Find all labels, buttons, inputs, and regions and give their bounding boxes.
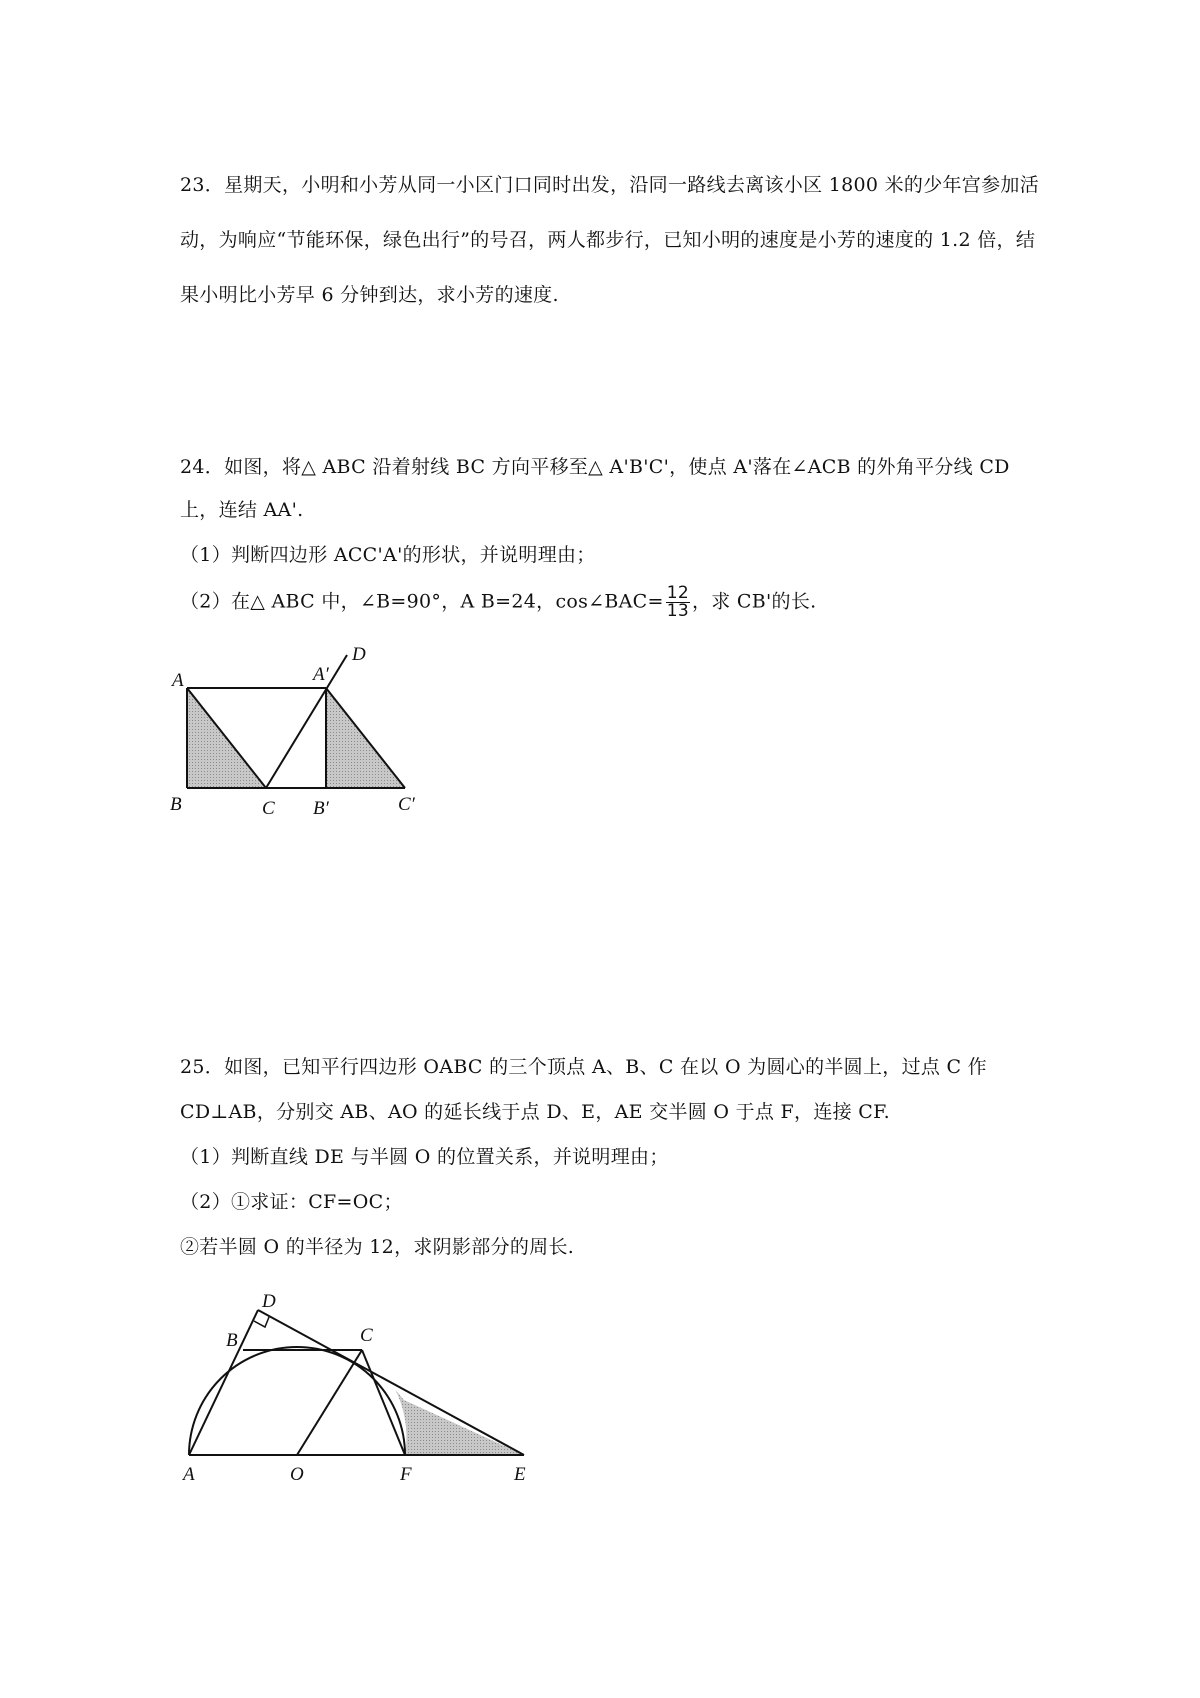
question-24-line-2: 上，连结 AA'.: [180, 499, 304, 521]
segment-d-e: [258, 1310, 524, 1455]
question-24-part-2-text: （2）在△ ABC 中，∠B=90°，A B=24，cos∠BAC=: [180, 590, 664, 613]
label-f: F: [400, 1464, 412, 1485]
label-e: E: [514, 1464, 526, 1485]
label-b: B: [170, 794, 182, 815]
question-23-text: 23．星期天，小明和小芳从同一小区门口同时出发，沿同一路线去离该小区 1800 米的少年宫参加活动，为响应“节能环保，绿色出行”的号召，两人都步行，已知小明的速度是小芳的速度的 1.2 倍，结果小明比小芳早 6 分钟到达，求小芳的速度.: [180, 174, 1040, 306]
label-b-prime: B′: [313, 798, 329, 819]
label-a: A: [172, 670, 184, 691]
question-25-line-2: CD⊥AB，分别交 AB、AO 的延长线于点 D、E，AE 交半圆 O 于点 F，连接 CF.: [180, 1101, 890, 1123]
question-25-part-1: （1）判断直线 DE 与半圆 O 的位置关系，并说明理由；: [180, 1146, 669, 1168]
question-24-part-2-tail: ，求 CB'的长.: [691, 590, 817, 613]
label-d: D: [352, 644, 366, 665]
label-c-prime: C′: [398, 794, 415, 815]
question-25-part-2: （2）①求证：CF=OC；: [180, 1191, 403, 1213]
label-o: O: [290, 1464, 304, 1485]
fraction-denominator: 13: [666, 601, 689, 621]
label-c: C: [360, 1325, 373, 1346]
question-25-line-1: 25．如图，已知平行四边形 OABC 的三个顶点 A、B、C 在以 O 为圆心的半圆上，过点 C 作: [180, 1056, 987, 1078]
right-angle-mark: [254, 1317, 269, 1327]
label-d: D: [262, 1291, 276, 1312]
question-24-line-1: 24．如图，将△ ABC 沿着射线 BC 方向平移至△ A'B'C'，使点 A'落在∠ACB 的外角平分线 CD: [180, 456, 1010, 478]
label-c: C: [262, 798, 275, 819]
segment-o-c: [297, 1350, 362, 1455]
label-a: A: [183, 1464, 195, 1485]
question-25-part-3: ②若半圆 O 的半径为 12，求阴影部分的周长.: [180, 1236, 575, 1258]
segment-a-d: [189, 1310, 258, 1455]
fraction-numerator: 12: [666, 583, 689, 603]
label-a-prime: A′: [313, 664, 329, 685]
label-b: B: [226, 1330, 238, 1351]
question-24-part-1: （1）判断四边形 ACC'A'的形状，并说明理由；: [180, 544, 596, 566]
